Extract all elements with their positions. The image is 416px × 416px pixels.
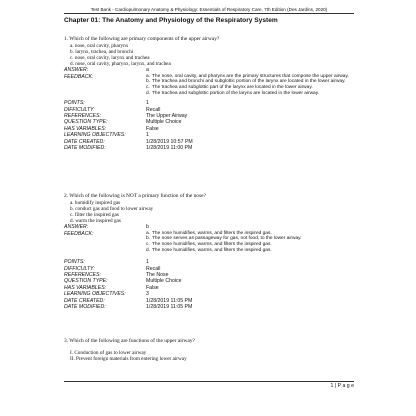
statement-item: II. Prevent foreign materials from entering lower airway: [70, 355, 187, 362]
statement-item: I. Conduction of gas to lower airway: [70, 349, 147, 356]
question-stem: 2. Which of the following is NOT a primary function of the nose?: [64, 193, 206, 199]
feedback-item: c. The trachea and subglottic part of the larynx are located in the lower airway.: [146, 85, 313, 91]
running-header: Test Bank - Cardiopulmonary Anatomy & Physiology: Essentials of Respiratory Care, 7th Edition (Des Jardins, 2020): [64, 7, 354, 14]
answer-value: a: [146, 67, 149, 74]
feedback-item: b. The nose serves as passageway for gas, not food, to the lower airway.: [146, 236, 302, 242]
chapter-title: Chapter 01: The Anatomy and Physiology of the Respiratory System: [64, 17, 278, 24]
feedback-item: d. The nose humidifies, warms, and filters the inspired gas.: [146, 247, 272, 253]
answer-choice: d. warm the inspired gas: [70, 218, 121, 225]
answer-label: ANSWER:: [64, 224, 89, 231]
answer-choice: b. larynx, trachea, and bronchi: [70, 48, 134, 55]
answer-choice: c. filter the inspired gas: [70, 212, 119, 218]
feedback-item: b. The trachea and bronchi and subglottic portion of the larynx are located in the lower airway.: [146, 79, 346, 85]
feedback-item: c. The nose humidifies, warms, and filters the inspired gas.: [146, 242, 272, 248]
meta-row: DATE MODIFIED: 1/28/2019 11:05 PM: [64, 304, 193, 311]
meta-row: LEARNING OBJECTIVES: 3: [64, 291, 149, 298]
question-1: [64, 36, 364, 151]
question-stem: 1. Which of the following are primary components of the upper airway?: [64, 36, 220, 42]
meta-row: DIFFICULTY: Recall: [64, 106, 161, 113]
answer-choice: a. humidify inspired gas: [70, 199, 121, 206]
meta-row: HAS VARIABLES: False: [64, 125, 159, 132]
meta-row: DATE CREATED: 1/28/2019 11:05 PM: [64, 297, 193, 304]
question-2: [64, 193, 364, 310]
page-footer: 1 | P a g e: [64, 381, 354, 389]
meta-row: DIFFICULTY: Recall: [64, 265, 161, 272]
meta-row: REFERENCES: The Upper Airway: [64, 113, 188, 120]
feedback-label: FEEDBACK:: [64, 230, 94, 237]
question-stem: 3. Which of the following are functions of the upper airway?: [64, 338, 195, 344]
meta-row: REFERENCES: The Nose: [64, 272, 169, 279]
question-3: [64, 338, 364, 362]
meta-row: DATE MODIFIED: 1/28/2019 11:00 PM: [64, 145, 193, 152]
answer-choice: d. nose, oral cavity, pharynx, larynx, and trachea: [70, 61, 171, 68]
meta-row: QUESTION TYPE: Multiple Choice: [64, 119, 182, 126]
meta-row: POINTS: 1: [64, 100, 149, 107]
meta-row: POINTS: 1: [64, 259, 149, 266]
answer-value: b: [146, 224, 149, 231]
feedback-label: FEEDBACK:: [64, 73, 94, 80]
meta-row: HAS VARIABLES: False: [64, 284, 159, 291]
answer-label: ANSWER:: [64, 67, 89, 74]
meta-row: LEARNING OBJECTIVES: 1: [64, 132, 149, 139]
answer-choice: b. conduct gas and food to lower airway: [70, 205, 154, 212]
answer-choice: c. nose, oral cavity, larynx and trachea: [70, 55, 150, 61]
feedback-item: a. The nose humidifies, warms, and filters the inspired gas.: [146, 230, 272, 236]
meta-row: QUESTION TYPE: Multiple Choice: [64, 278, 182, 285]
answer-choice: a. nose, oral cavity, pharynx: [70, 42, 129, 49]
meta-row: DATE CREATED: 1/28/2019 10:57 PM: [64, 138, 193, 145]
feedback-item: d. The trachea and subglottic portion of the larynx are located in the lower airway.: [146, 90, 320, 96]
feedback-item: a. The nose, oral cavity, and pharynx are the primary structures that compose the upper airway.: [146, 73, 349, 79]
